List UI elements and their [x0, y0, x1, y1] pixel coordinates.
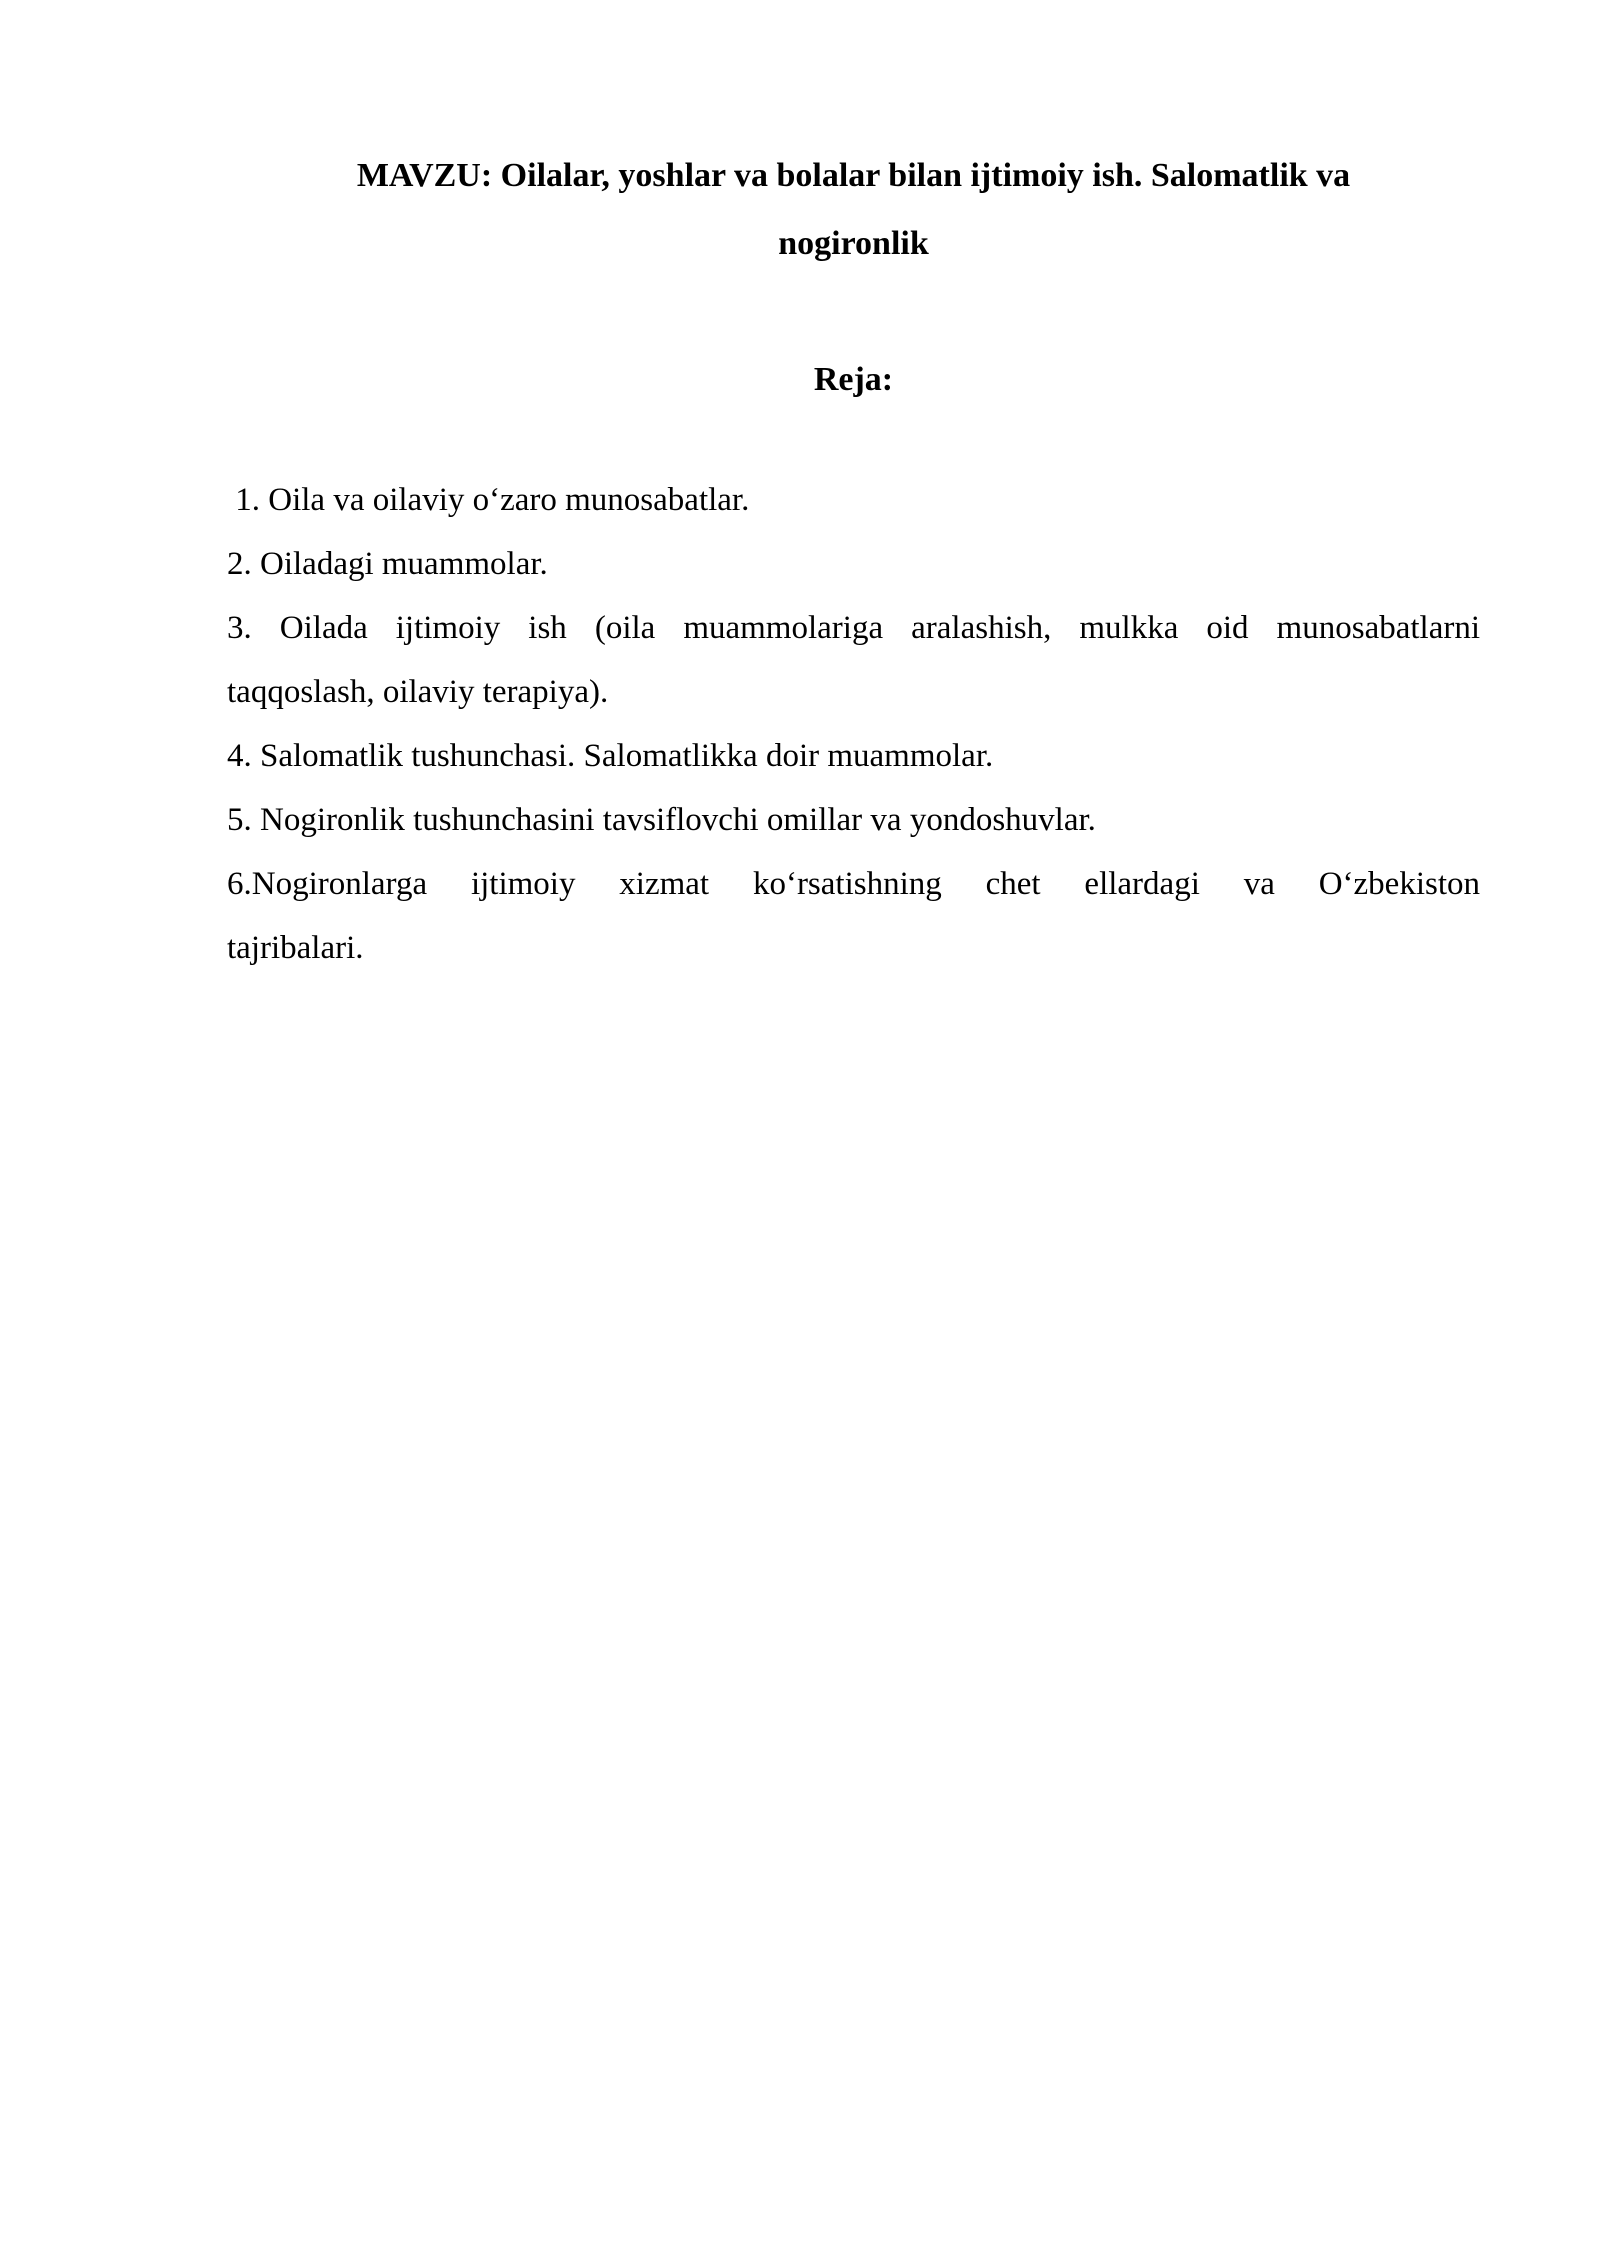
list-item-1: 1. Oila va oilaviy o‘zaro munosabatlar.: [227, 482, 750, 518]
list-item-6-line-2: tajribalari.: [227, 930, 364, 966]
title-line-2: nogironlik: [778, 225, 929, 262]
list-item-3-line-1: 3. Oilada ijtimoiy ish (oila muammolariga aralashish, mulkka oid munosabatlarni: [227, 610, 1480, 646]
list-item-4: 4. Salomatlik tushunchasi. Salomatlikka doir muammolar.: [227, 738, 994, 774]
plan-list: [227, 468, 1480, 980]
document-title: [227, 142, 1480, 278]
plan-heading: Reja:: [813, 361, 894, 398]
title-line-1: MAVZU: Oilalar, yoshlar va bolalar bilan ijtimoiy ish. Salomatlik va: [356, 157, 1351, 194]
list-item-6-line-1: 6.Nogironlarga ijtimoiy xizmat ko‘rsatishning chet ellardagi va O‘zbekiston: [227, 866, 1480, 902]
list-item-3-line-2: taqqoslash, oilaviy terapiya).: [227, 674, 609, 710]
list-item-2: 2. Oiladagi muammolar.: [227, 546, 548, 582]
list-item-5: 5. Nogironlik tushunchasini tavsiflovchi omillar va yondoshuvlar.: [227, 802, 1096, 838]
document-content: [0, 0, 1600, 980]
